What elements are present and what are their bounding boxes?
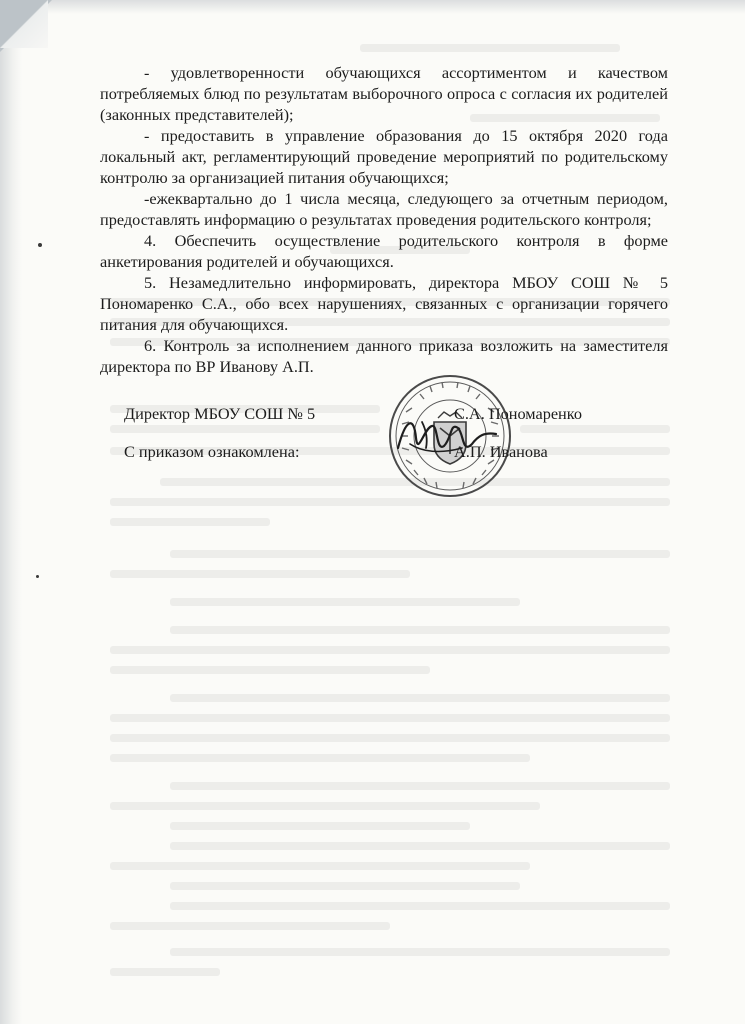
- director-title: Директор МБОУ СОШ № 5: [124, 404, 316, 423]
- paragraph-item-4: 4. Обеспечить осуществление родительского контроля в форме анкетирования родителей и обучающихся.: [100, 231, 668, 271]
- folded-corner-highlight: [0, 0, 48, 48]
- order-body-text: [100, 62, 668, 377]
- acknowledged-label: С приказом ознакомлена:: [124, 442, 300, 461]
- paragraph-quarterly-report: -ежеквартально до 1 числа месяца, следующего за отчетным периодом, предоставлять информацию о результатах проведения родительского контроля;: [100, 189, 668, 229]
- paragraph-satisfaction-survey: - удовлетворенности обучающихся ассортиментом и качеством потребляемых блюд по результатам выборочного опроса с согласия их родителей (законных представителей);: [100, 63, 668, 124]
- paragraph-item-6: 6. Контроль за исполнением данного приказа возложить на заместителя директора по ВР Иванову А.П.: [100, 336, 668, 376]
- paragraph-local-act-deadline: - предоставить в управление образования до 15 октября 2020 года локальный акт, регламентирующий проведение мероприятий по родительскому контролю за организацией питания обучающихся;: [100, 126, 668, 187]
- paragraph-item-5: 5. Незамедлительно информировать, директора МБОУ СОШ № 5 Пономаренко С.А., обо всех нарушениях, связанных с организации горячего питания для обучающихся.: [100, 273, 668, 334]
- scan-edge-left: [0, 0, 22, 1024]
- acknowledged-name: А.П. Иванова: [454, 442, 548, 461]
- scan-speck: [38, 243, 42, 247]
- scan-speck: [36, 575, 39, 578]
- scan-edge-top: [0, 0, 745, 14]
- director-name: С.А. Пономаренко: [454, 404, 582, 423]
